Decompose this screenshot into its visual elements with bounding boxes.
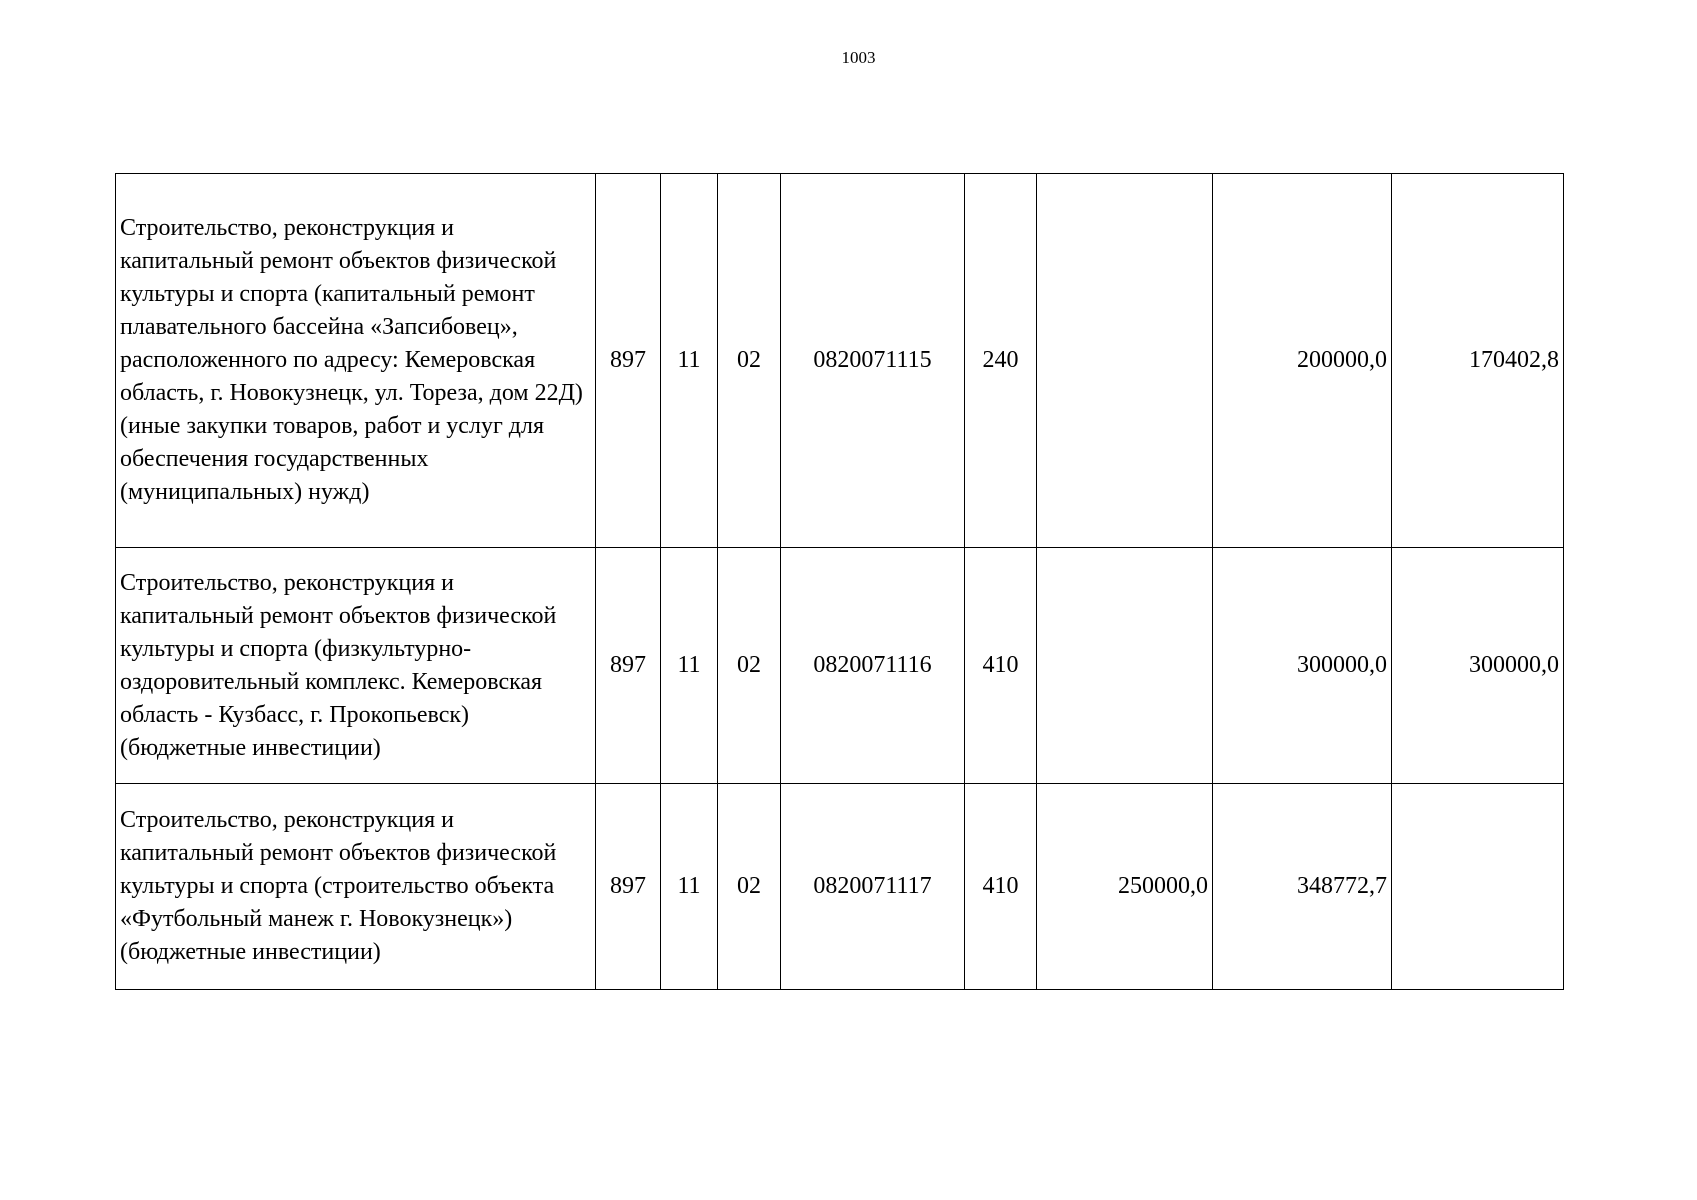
amount-cell-3 — [1392, 784, 1564, 990]
subsection-code-cell: 02 — [718, 784, 781, 990]
row-description: Строительство, реконструкция и капитальный ремонт объектов физической культуры и спорта (строительство объекта «Футбольный манеж г. Новокузнецк») (бюджетные инвестиции) — [116, 784, 596, 990]
page-number: 1003 — [841, 48, 876, 67]
target-article-cell: 0820071115 — [781, 174, 965, 548]
expense-type-cell: 410 — [965, 548, 1037, 784]
table-row — [116, 174, 1564, 548]
subsection-code-cell: 02 — [718, 548, 781, 784]
section-code-cell: 11 — [661, 784, 718, 990]
amount-cell-2: 200000,0 — [1213, 174, 1392, 548]
amount-cell-1 — [1037, 548, 1213, 784]
subsection-code-cell: 02 — [718, 174, 781, 548]
ministry-code-cell: 897 — [596, 784, 661, 990]
row-description: Строительство, реконструкция и капитальный ремонт объектов физической культуры и спорта (капитальный ремонт плавательного бассейна «Запсибовец», расположенного по адресу: Кемеровская область, г. Новокузнецк, ул. Тореза, дом 22Д) (иные закупки товаров, работ и услуг для обеспечения государственных (муниципальных) нужд) — [116, 174, 596, 548]
amount-cell-2: 348772,7 — [1213, 784, 1392, 990]
target-article-cell: 0820071117 — [781, 784, 965, 990]
section-code-cell: 11 — [661, 548, 718, 784]
amount-cell-2: 300000,0 — [1213, 548, 1392, 784]
table-row — [116, 548, 1564, 784]
target-article-cell: 0820071116 — [781, 548, 965, 784]
amount-cell-3: 300000,0 — [1392, 548, 1564, 784]
amount-cell-1 — [1037, 174, 1213, 548]
amount-cell-1: 250000,0 — [1037, 784, 1213, 990]
section-code-cell: 11 — [661, 174, 718, 548]
expense-type-cell: 240 — [965, 174, 1037, 548]
expense-type-cell: 410 — [965, 784, 1037, 990]
amount-cell-3: 170402,8 — [1392, 174, 1564, 548]
row-description: Строительство, реконструкция и капитальный ремонт объектов физической культуры и спорта (физкультурно-оздоровительный комплекс. Кемеровская область - Кузбасс, г. Прокопьевск) (бюджетные инвестиции) — [116, 548, 596, 784]
table-row — [116, 784, 1564, 990]
ministry-code-cell: 897 — [596, 174, 661, 548]
ministry-code-cell: 897 — [596, 548, 661, 784]
budget-table — [115, 173, 1564, 990]
